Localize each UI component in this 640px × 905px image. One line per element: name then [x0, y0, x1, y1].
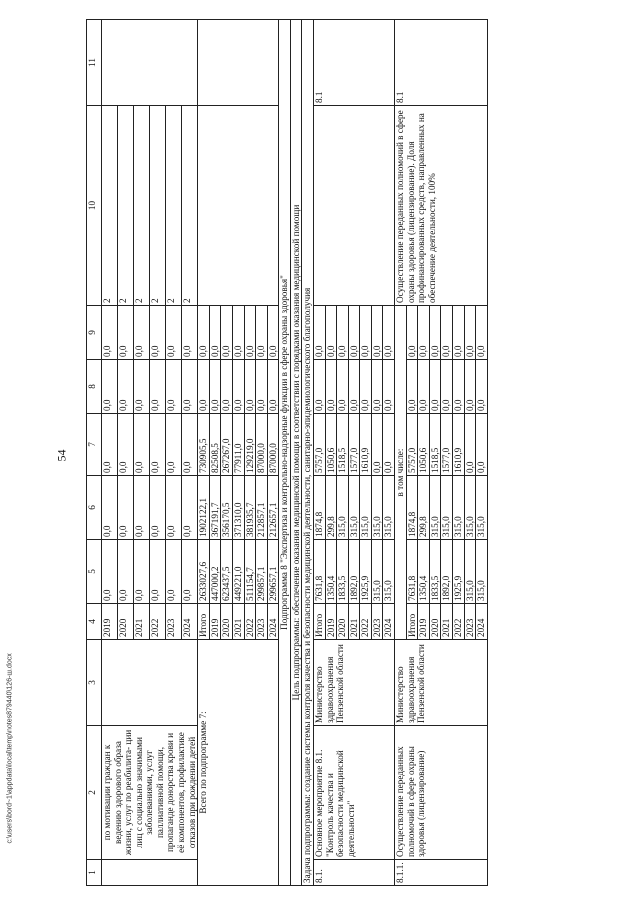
value-cell: 0,0	[348, 360, 360, 414]
value-cell: 0,0	[371, 414, 383, 476]
value-cell: 2019	[209, 604, 221, 640]
measure-name: Осуществление переданных полномочий в сфере охраны здоровья (лицензирование)	[395, 726, 488, 860]
value-cell: 0,0	[182, 414, 198, 476]
column-header-10: 10	[87, 106, 102, 306]
value-cell: 0,0	[134, 414, 150, 476]
value-cell: 0,0	[221, 306, 233, 360]
value-cell: 2023	[371, 604, 383, 640]
value-cell: 0,0	[182, 476, 198, 540]
value-cell: 0,0	[418, 360, 430, 414]
value-cell: 299857,1	[256, 540, 268, 604]
value-cell: 2024	[383, 604, 395, 640]
value-cell: 0,0	[406, 306, 418, 360]
measure-number: 8.1.	[313, 860, 394, 886]
value-cell: 1050,6	[325, 414, 337, 476]
value-cell: 315,0	[464, 540, 476, 604]
value-cell: Итого	[406, 604, 418, 640]
value-cell: 1577,0	[441, 414, 453, 476]
column-header-8: 8	[87, 360, 102, 414]
value-cell: 0,0	[383, 306, 395, 360]
indicator-text: Осуществление переданных полномочий в сфере охраны здоровья (лицензирование). Доля профинансированных средств, направленных на обеспечение деятельности, 100%	[395, 106, 488, 306]
value-cell: 0,0	[209, 360, 221, 414]
value-cell: Итого	[198, 604, 210, 640]
executor-name: Министерство здравоохранения Пензенской области	[395, 640, 488, 726]
value-cell: 0,0	[118, 360, 134, 414]
column-header-5: 5	[87, 540, 102, 604]
value-cell: 0,0	[244, 306, 256, 360]
value-cell: 2021	[232, 604, 244, 640]
table-row	[313, 20, 325, 886]
value-cell: 2022	[452, 604, 464, 640]
value-cell: 315,0	[371, 476, 383, 540]
value-cell: 623437,5	[221, 540, 233, 604]
value-cell: 1874,8	[313, 476, 325, 540]
value-cell: 299,8	[418, 476, 430, 540]
column-header-11: 11	[87, 20, 102, 106]
value-cell: 0,0	[429, 360, 441, 414]
target-value: 2	[134, 106, 150, 306]
value-cell: 5757,0	[313, 414, 325, 476]
value-cell: 0,0	[406, 360, 418, 414]
value-cell: 1610,9	[452, 414, 464, 476]
value-cell: 511154,7	[244, 540, 256, 604]
target-value: 2	[102, 106, 118, 306]
value-cell: 2019	[102, 604, 118, 640]
value-cell: 0,0	[150, 414, 166, 476]
value-cell: 2022	[150, 604, 166, 640]
value-cell: 0,0	[102, 414, 118, 476]
value-cell: 1874,8	[406, 476, 418, 540]
value-cell: 0,0	[118, 540, 134, 604]
value-cell: 0,0	[244, 360, 256, 414]
value-cell: 0,0	[134, 360, 150, 414]
value-cell: 0,0	[452, 360, 464, 414]
value-cell: 0,0	[256, 306, 268, 360]
table-row	[302, 20, 314, 886]
value-cell: 7631,8	[406, 540, 418, 604]
value-cell: 371310,0	[232, 476, 244, 540]
col11-cell	[198, 20, 279, 106]
table-row	[198, 20, 210, 886]
value-cell: 730905,5	[198, 414, 210, 476]
budget-table	[86, 19, 488, 886]
value-cell: 1050,6	[418, 414, 430, 476]
value-cell: 212857,1	[256, 476, 268, 540]
value-cell: 1610,9	[360, 414, 372, 476]
col11-value: 8.1	[313, 20, 394, 106]
value-cell: 1925,9	[360, 540, 372, 604]
value-cell: 2023	[464, 604, 476, 640]
value-cell: 0,0	[360, 306, 372, 360]
value-cell: 315,0	[464, 476, 476, 540]
value-cell: 2021	[441, 604, 453, 640]
value-cell: 449221,0	[232, 540, 244, 604]
value-cell: 2020	[337, 604, 349, 640]
value-cell: 2022	[360, 604, 372, 640]
value-cell: 0,0	[267, 306, 279, 360]
goal-text: Цель подпрограммы: обеспечение оказания медицинской помощи в соответствии с порядками оказания медицинской помощи	[290, 20, 302, 886]
value-cell: 0,0	[166, 476, 182, 540]
value-cell: 0,0	[102, 360, 118, 414]
value-cell: 1577,0	[348, 414, 360, 476]
value-cell: 356170,5	[221, 476, 233, 540]
column-header-2: 2	[87, 726, 102, 860]
value-cell: 0,0	[476, 306, 488, 360]
value-cell: 0,0	[118, 476, 134, 540]
value-cell: 0,0	[429, 306, 441, 360]
value-cell: 0,0	[102, 540, 118, 604]
value-cell: 2633027,6	[198, 540, 210, 604]
value-cell: 0,0	[383, 360, 395, 414]
value-cell: 0,0	[182, 540, 198, 604]
value-cell: 129219,0	[244, 414, 256, 476]
value-cell: 1892,0	[348, 540, 360, 604]
value-cell: 0,0	[166, 306, 182, 360]
value-cell: 299,8	[325, 476, 337, 540]
subprogram-title: Подпрограмма 8 "Экспертиза и контрольно-надзорные функции в сфере охраны здоровья"	[279, 20, 291, 886]
value-cell: 0,0	[134, 476, 150, 540]
value-cell: 1518,5	[337, 414, 349, 476]
table-row	[395, 20, 407, 886]
col11-value: 8.1	[395, 20, 488, 106]
value-cell: 0,0	[360, 360, 372, 414]
value-cell: 0,0	[118, 414, 134, 476]
table-row	[102, 20, 118, 886]
value-cell: 0,0	[221, 360, 233, 414]
value-cell: 0,0	[118, 306, 134, 360]
target-value: 2	[150, 106, 166, 306]
value-cell: 0,0	[371, 306, 383, 360]
value-cell: 299657,1	[267, 540, 279, 604]
value-cell: 0,0	[198, 306, 210, 360]
value-cell: 315,0	[337, 476, 349, 540]
value-cell: 7631,8	[313, 540, 325, 604]
indicator-cell	[313, 106, 394, 306]
value-cell: 315,0	[371, 540, 383, 604]
value-cell: 0,0	[418, 306, 430, 360]
value-cell: 1350,4	[325, 540, 337, 604]
column-header-3: 3	[87, 640, 102, 726]
value-cell: 315,0	[383, 476, 395, 540]
value-cell: 0,0	[232, 360, 244, 414]
value-cell: 0,0	[313, 306, 325, 360]
value-cell: 0,0	[209, 306, 221, 360]
value-cell: 0,0	[182, 360, 198, 414]
value-cell: 0,0	[232, 306, 244, 360]
target-value: 2	[118, 106, 134, 306]
value-cell: 315,0	[348, 476, 360, 540]
value-cell: 87000,0	[267, 414, 279, 476]
value-cell: 87000,0	[256, 414, 268, 476]
value-cell: 0,0	[464, 360, 476, 414]
value-cell: 0,0	[371, 360, 383, 414]
value-cell: 2020	[221, 604, 233, 640]
value-cell: 1833,5	[337, 540, 349, 604]
value-cell: 0,0	[313, 360, 325, 414]
value-cell: 0,0	[464, 306, 476, 360]
value-cell: 2019	[418, 604, 430, 640]
measure-name: по мотивации граждан к ведению здорового образа жизни, услуг по реабилита- ции лиц с социально значимыми заболеваниями, услуг паллиативной помощи, пропаганде донорства крови и её компонентов, профилактике отказов при рождении детей	[102, 726, 198, 860]
value-cell: 0,0	[150, 476, 166, 540]
value-cell: 0,0	[337, 360, 349, 414]
value-cell: 0,0	[256, 360, 268, 414]
value-cell: 2022	[244, 604, 256, 640]
value-cell: 77911,0	[232, 414, 244, 476]
value-cell: 267267,0	[221, 414, 233, 476]
value-cell: 0,0	[476, 414, 488, 476]
value-cell: 0,0	[102, 306, 118, 360]
executor-name: Министерство здравоохранения Пензенской области	[313, 640, 394, 726]
col11-cell	[102, 20, 198, 106]
column-header-6: 6	[87, 476, 102, 540]
value-cell: 0,0	[348, 306, 360, 360]
value-cell: 315,0	[476, 476, 488, 540]
value-cell: 2020	[118, 604, 134, 640]
value-cell: 0,0	[383, 414, 395, 476]
indicator-cell	[198, 106, 279, 306]
value-cell: 0,0	[441, 306, 453, 360]
value-cell: 82508,5	[209, 414, 221, 476]
measure-number: 8.1.1.	[395, 860, 488, 886]
value-cell: 447000,2	[209, 540, 221, 604]
num-cell	[102, 860, 198, 886]
value-cell: 0,0	[337, 306, 349, 360]
value-cell: 315,0	[360, 476, 372, 540]
value-cell: 212657,1	[267, 476, 279, 540]
value-cell: 2021	[134, 604, 150, 640]
value-cell: 0,0	[166, 540, 182, 604]
target-value: 2	[182, 106, 198, 306]
value-cell: 1925,9	[452, 540, 464, 604]
value-cell: 315,0	[429, 476, 441, 540]
value-cell: 0,0	[166, 414, 182, 476]
value-cell: 381935,7	[244, 476, 256, 540]
value-cell: 0,0	[150, 360, 166, 414]
value-cell: 2024	[476, 604, 488, 640]
column-header-4: 4	[87, 604, 102, 640]
value-cell: 2023	[256, 604, 268, 640]
value-cell: 0,0	[134, 540, 150, 604]
value-cell: 1902122,1	[198, 476, 210, 540]
value-cell: 0,0	[150, 540, 166, 604]
header-row	[87, 20, 102, 886]
value-cell: 0,0	[102, 476, 118, 540]
value-cell: Итого	[313, 604, 325, 640]
value-cell: 0,0	[452, 306, 464, 360]
value-cell: 1518,5	[429, 414, 441, 476]
value-cell: 0,0	[134, 306, 150, 360]
value-cell: 367191,7	[209, 476, 221, 540]
value-cell: 0,0	[166, 360, 182, 414]
value-cell: 2024	[182, 604, 198, 640]
table-row	[290, 20, 302, 886]
value-cell: 315,0	[383, 540, 395, 604]
value-cell: 1350,4	[418, 540, 430, 604]
value-cell: 0,0	[198, 360, 210, 414]
value-cell: 1833,5	[429, 540, 441, 604]
target-value: 2	[166, 106, 182, 306]
value-cell: 0,0	[464, 414, 476, 476]
value-cell: 0,0	[150, 306, 166, 360]
rotated-table-wrapper	[86, 20, 606, 886]
page-number: 54	[54, 449, 69, 462]
value-cell: 1892,0	[441, 540, 453, 604]
value-cell: 0,0	[182, 306, 198, 360]
in-that-number: в том числе:	[395, 306, 407, 640]
value-cell: 2021	[348, 604, 360, 640]
value-cell: 2024	[267, 604, 279, 640]
table-row	[279, 20, 291, 886]
column-header-1: 1	[87, 860, 102, 886]
value-cell: 0,0	[441, 360, 453, 414]
value-cell: 2023	[166, 604, 182, 640]
value-cell: 315,0	[452, 476, 464, 540]
value-cell: 315,0	[476, 540, 488, 604]
file-path-footer: c:\users\bord~1\appdata\local\temp\notes879440\126-ш.docx	[6, 653, 14, 844]
measure-name: Основное мероприятие 8.1. "Контроль качества и безопасности медицинской деятельности"	[313, 726, 394, 860]
value-cell: 2020	[429, 604, 441, 640]
executor-cell	[102, 640, 198, 726]
value-cell: 315,0	[441, 476, 453, 540]
value-cell: 2019	[325, 604, 337, 640]
value-cell: 0,0	[325, 360, 337, 414]
column-header-7: 7	[87, 414, 102, 476]
total-label: Всего по подпрограмме 7:	[198, 640, 279, 886]
value-cell: 0,0	[325, 306, 337, 360]
task-text: Задача подпрограммы: создание системы контроля качества и безопасности медицинской деятельности, санитарно-эпидемиологического благополучия	[302, 20, 314, 886]
column-header-9: 9	[87, 306, 102, 360]
value-cell: 0,0	[476, 360, 488, 414]
value-cell: 0,0	[267, 360, 279, 414]
value-cell: 5757,0	[406, 414, 418, 476]
